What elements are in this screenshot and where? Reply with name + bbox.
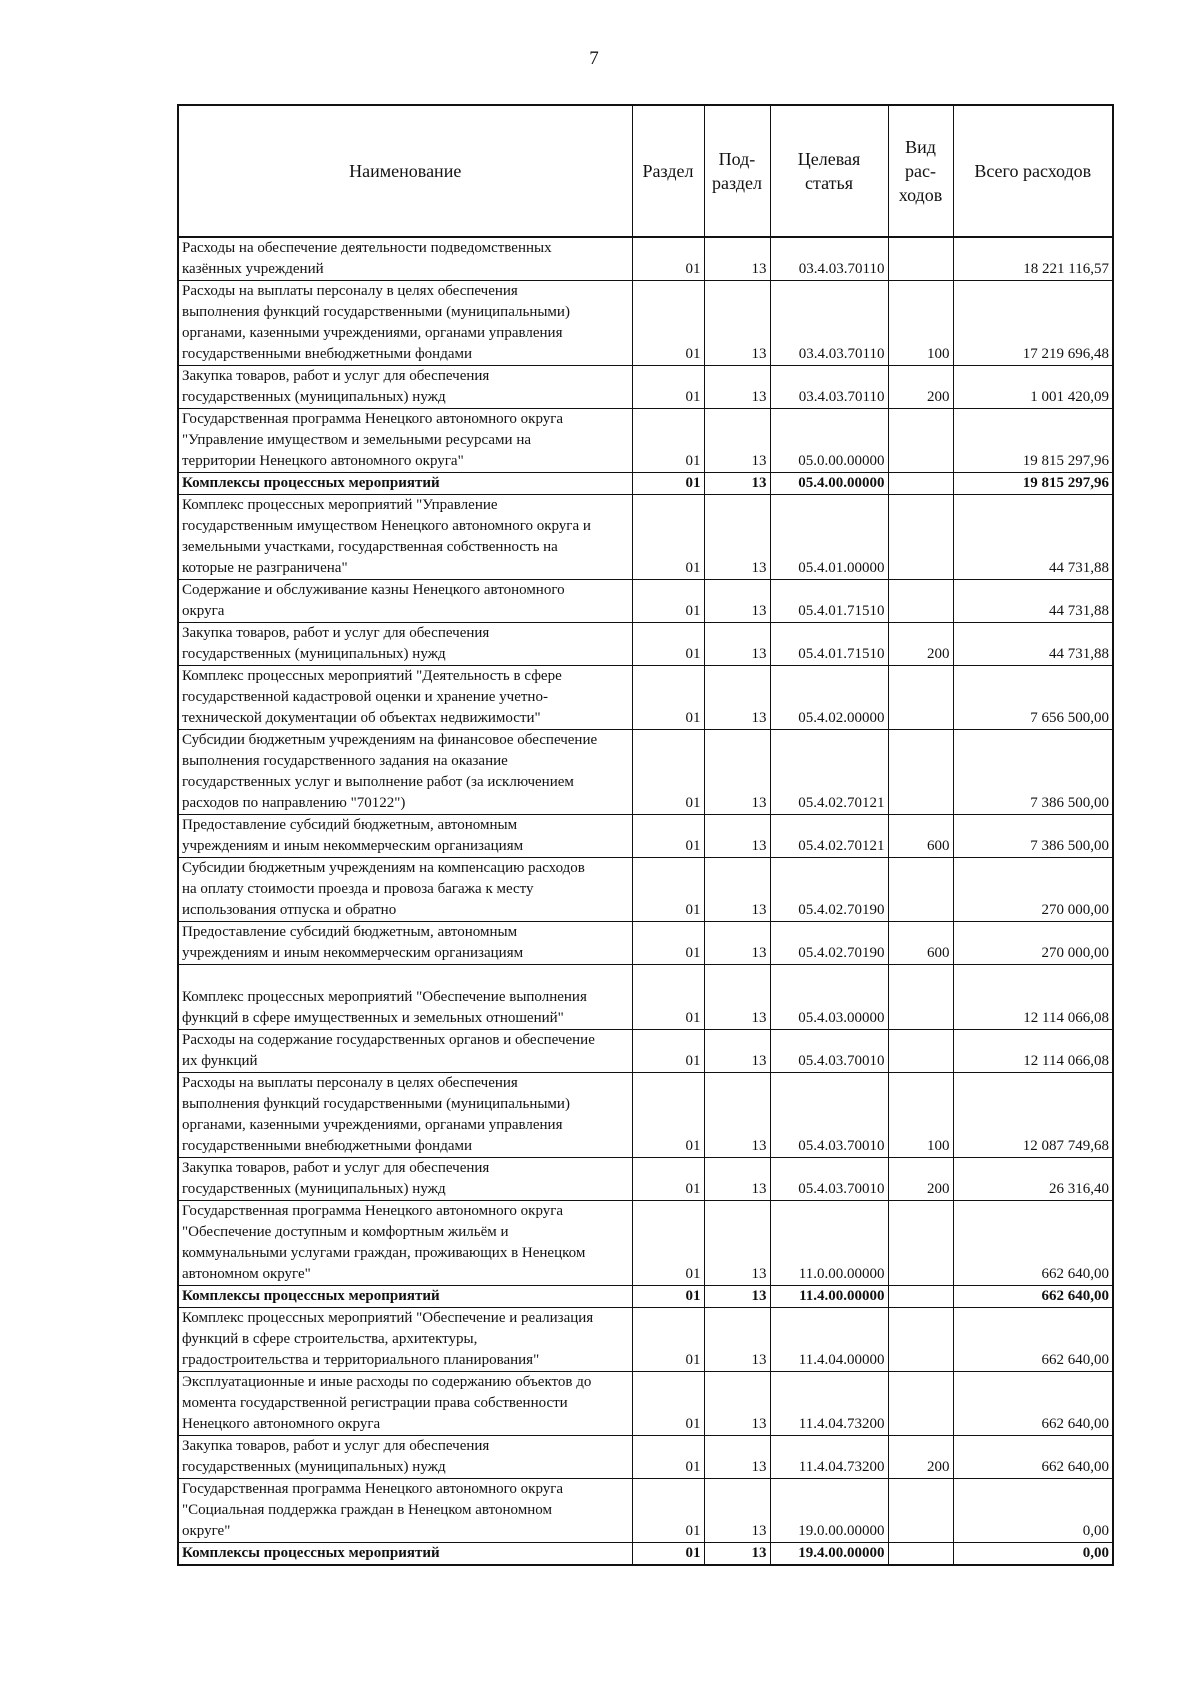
table-header bbox=[178, 105, 1113, 237]
cell-vid: 200 bbox=[888, 1158, 953, 1201]
cell-name: Расходы на выплаты персоналу в целях обеспечения выполнения функций государственными (муниципальными) органами, казенными учреждениями, органами управления государственными внебюджетными фондами bbox=[178, 281, 632, 366]
cell-target: 05.4.01.71510 bbox=[770, 623, 888, 666]
cell-razdel: 01 bbox=[632, 1372, 704, 1436]
cell-name: Предоставление субсидий бюджетным, автономным учреждениям и иным некоммерческим организациям bbox=[178, 922, 632, 965]
cell-name: Субсидии бюджетным учреждениям на финансовое обеспечение выполнения государственного задания на оказание государственных услуг и выполнение работ (за исключением расходов по направлению "70122") bbox=[178, 730, 632, 815]
cell-total: 1 001 420,09 bbox=[953, 366, 1113, 409]
cell-name: Закупка товаров, работ и услуг для обеспечения государственных (муниципальных) нужд bbox=[178, 623, 632, 666]
cell-name: Комплексы процессных мероприятий bbox=[178, 473, 632, 495]
table-row bbox=[178, 1543, 1113, 1566]
cell-razdel: 01 bbox=[632, 1543, 704, 1566]
cell-podrazdel: 13 bbox=[704, 1201, 770, 1286]
cell-name: Расходы на выплаты персоналу в целях обеспечения выполнения функций государственными (муниципальными) органами, казенными учреждениями, органами управления государственными внебюджетными фондами bbox=[178, 1073, 632, 1158]
table-body bbox=[178, 237, 1113, 1565]
cell-total: 44 731,88 bbox=[953, 623, 1113, 666]
cell-target: 05.4.01.00000 bbox=[770, 495, 888, 580]
header-row bbox=[178, 105, 1113, 237]
cell-total: 662 640,00 bbox=[953, 1308, 1113, 1372]
cell-name: Закупка товаров, работ и услуг для обеспечения государственных (муниципальных) нужд bbox=[178, 1436, 632, 1479]
cell-vid bbox=[888, 580, 953, 623]
cell-podrazdel: 13 bbox=[704, 237, 770, 281]
budget-table bbox=[177, 104, 1114, 1566]
cell-target: 05.4.02.70121 bbox=[770, 815, 888, 858]
cell-target: 03.4.03.70110 bbox=[770, 366, 888, 409]
cell-podrazdel: 13 bbox=[704, 409, 770, 473]
cell-name: Государственная программа Ненецкого автономного округа "Управление имуществом и земельными ресурсами на территории Ненецкого автономного округа" bbox=[178, 409, 632, 473]
cell-vid: 100 bbox=[888, 1073, 953, 1158]
table-row bbox=[178, 1286, 1113, 1308]
cell-total: 270 000,00 bbox=[953, 922, 1113, 965]
cell-vid: 100 bbox=[888, 281, 953, 366]
cell-target: 05.4.03.70010 bbox=[770, 1030, 888, 1073]
cell-razdel: 01 bbox=[632, 815, 704, 858]
cell-vid bbox=[888, 1308, 953, 1372]
cell-name: Государственная программа Ненецкого автономного округа "Обеспечение доступным и комфортным жильём и коммунальными услугами граждан, проживающих в Ненецком автономном округе" bbox=[178, 1201, 632, 1286]
table-row bbox=[178, 409, 1113, 473]
cell-razdel: 01 bbox=[632, 580, 704, 623]
cell-target: 11.4.00.00000 bbox=[770, 1286, 888, 1308]
cell-podrazdel: 13 bbox=[704, 1030, 770, 1073]
cell-total: 18 221 116,57 bbox=[953, 237, 1113, 281]
cell-total: 662 640,00 bbox=[953, 1372, 1113, 1436]
cell-razdel: 01 bbox=[632, 730, 704, 815]
cell-razdel: 01 bbox=[632, 623, 704, 666]
table-row bbox=[178, 730, 1113, 815]
table-row bbox=[178, 1479, 1113, 1543]
cell-razdel: 01 bbox=[632, 1030, 704, 1073]
cell-podrazdel: 13 bbox=[704, 623, 770, 666]
cell-name: Комплексы процессных мероприятий bbox=[178, 1286, 632, 1308]
header-vid: Вид рас- ходов bbox=[888, 105, 953, 237]
cell-razdel: 01 bbox=[632, 666, 704, 730]
cell-vid: 200 bbox=[888, 366, 953, 409]
cell-total: 12 114 066,08 bbox=[953, 1030, 1113, 1073]
cell-name: Расходы на содержание государственных органов и обеспечение их функций bbox=[178, 1030, 632, 1073]
table-row bbox=[178, 1030, 1113, 1073]
cell-vid bbox=[888, 858, 953, 922]
cell-podrazdel: 13 bbox=[704, 495, 770, 580]
cell-podrazdel: 13 bbox=[704, 1158, 770, 1201]
cell-total: 0,00 bbox=[953, 1543, 1113, 1566]
table-row bbox=[178, 580, 1113, 623]
cell-podrazdel: 13 bbox=[704, 858, 770, 922]
table-row bbox=[178, 473, 1113, 495]
cell-target: 11.0.00.00000 bbox=[770, 1201, 888, 1286]
cell-podrazdel: 13 bbox=[704, 730, 770, 815]
cell-total: 26 316,40 bbox=[953, 1158, 1113, 1201]
cell-target: 19.4.00.00000 bbox=[770, 1543, 888, 1566]
cell-razdel: 01 bbox=[632, 1158, 704, 1201]
cell-razdel: 01 bbox=[632, 366, 704, 409]
cell-podrazdel: 13 bbox=[704, 1479, 770, 1543]
cell-total: 7 656 500,00 bbox=[953, 666, 1113, 730]
cell-target: 05.4.02.70190 bbox=[770, 922, 888, 965]
cell-podrazdel: 13 bbox=[704, 473, 770, 495]
cell-podrazdel: 13 bbox=[704, 1372, 770, 1436]
header-podrazdel: Под- раздел bbox=[704, 105, 770, 237]
cell-podrazdel: 13 bbox=[704, 281, 770, 366]
cell-podrazdel: 13 bbox=[704, 1286, 770, 1308]
header-target: Целевая статья bbox=[770, 105, 888, 237]
cell-name: Комплекс процессных мероприятий "Обеспечение выполнения функций в сфере имущественных и земельных отношений" bbox=[178, 965, 632, 1030]
cell-target: 03.4.03.70110 bbox=[770, 281, 888, 366]
table-row bbox=[178, 1372, 1113, 1436]
cell-podrazdel: 13 bbox=[704, 1073, 770, 1158]
cell-razdel: 01 bbox=[632, 1479, 704, 1543]
cell-name: Расходы на обеспечение деятельности подведомственных казённых учреждений bbox=[178, 237, 632, 281]
page-number: 7 bbox=[589, 48, 599, 69]
cell-podrazdel: 13 bbox=[704, 666, 770, 730]
cell-vid bbox=[888, 1286, 953, 1308]
cell-name: Закупка товаров, работ и услуг для обеспечения государственных (муниципальных) нужд bbox=[178, 1158, 632, 1201]
cell-razdel: 01 bbox=[632, 237, 704, 281]
cell-vid bbox=[888, 666, 953, 730]
cell-target: 05.4.03.70010 bbox=[770, 1073, 888, 1158]
cell-vid bbox=[888, 1201, 953, 1286]
table-row bbox=[178, 858, 1113, 922]
cell-target: 03.4.03.70110 bbox=[770, 237, 888, 281]
table-row bbox=[178, 366, 1113, 409]
cell-razdel: 01 bbox=[632, 1201, 704, 1286]
cell-podrazdel: 13 bbox=[704, 366, 770, 409]
cell-razdel: 01 bbox=[632, 1436, 704, 1479]
table-row bbox=[178, 666, 1113, 730]
cell-target: 11.4.04.73200 bbox=[770, 1436, 888, 1479]
cell-total: 44 731,88 bbox=[953, 495, 1113, 580]
cell-podrazdel: 13 bbox=[704, 580, 770, 623]
cell-total: 0,00 bbox=[953, 1479, 1113, 1543]
cell-vid bbox=[888, 965, 953, 1030]
cell-total: 44 731,88 bbox=[953, 580, 1113, 623]
cell-podrazdel: 13 bbox=[704, 965, 770, 1030]
cell-razdel: 01 bbox=[632, 495, 704, 580]
cell-razdel: 01 bbox=[632, 1073, 704, 1158]
cell-target: 19.0.00.00000 bbox=[770, 1479, 888, 1543]
table-row bbox=[178, 1158, 1113, 1201]
cell-name: Комплекс процессных мероприятий "Управление государственным имуществом Ненецкого автономного округа и земельными участками, государственная собственность на которые не разграничена" bbox=[178, 495, 632, 580]
cell-total: 19 815 297,96 bbox=[953, 473, 1113, 495]
cell-target: 05.4.00.00000 bbox=[770, 473, 888, 495]
cell-vid bbox=[888, 1030, 953, 1073]
cell-name: Государственная программа Ненецкого автономного округа "Социальная поддержка граждан в Ненецком автономном округе" bbox=[178, 1479, 632, 1543]
cell-vid: 200 bbox=[888, 623, 953, 666]
cell-vid bbox=[888, 1543, 953, 1566]
cell-vid bbox=[888, 730, 953, 815]
cell-name: Закупка товаров, работ и услуг для обеспечения государственных (муниципальных) нужд bbox=[178, 366, 632, 409]
cell-name: Содержание и обслуживание казны Ненецкого автономного округа bbox=[178, 580, 632, 623]
header-razdel: Раздел bbox=[632, 105, 704, 237]
cell-vid bbox=[888, 1479, 953, 1543]
cell-target: 11.4.04.73200 bbox=[770, 1372, 888, 1436]
table-row bbox=[178, 237, 1113, 281]
cell-podrazdel: 13 bbox=[704, 922, 770, 965]
table-row bbox=[178, 815, 1113, 858]
cell-podrazdel: 13 bbox=[704, 815, 770, 858]
cell-razdel: 01 bbox=[632, 473, 704, 495]
cell-name: Комплекс процессных мероприятий "Деятельность в сфере государственной кадастровой оценки и хранение учетно- технической документации об объектах недвижимости" bbox=[178, 666, 632, 730]
table-row bbox=[178, 281, 1113, 366]
cell-name: Комплекс процессных мероприятий "Обеспечение и реализация функций в сфере строительства, архитектуры, градостроительства и территориального планирования" bbox=[178, 1308, 632, 1372]
cell-razdel: 01 bbox=[632, 858, 704, 922]
cell-razdel: 01 bbox=[632, 281, 704, 366]
cell-total: 12 087 749,68 bbox=[953, 1073, 1113, 1158]
cell-vid bbox=[888, 1372, 953, 1436]
cell-name: Субсидии бюджетным учреждениям на компенсацию расходов на оплату стоимости проезда и провоза багажа к месту использования отпуска и обратно bbox=[178, 858, 632, 922]
cell-podrazdel: 13 bbox=[704, 1543, 770, 1566]
cell-target: 05.4.03.70010 bbox=[770, 1158, 888, 1201]
cell-target: 05.4.02.70121 bbox=[770, 730, 888, 815]
cell-vid bbox=[888, 237, 953, 281]
table-row bbox=[178, 1073, 1113, 1158]
table-row bbox=[178, 495, 1113, 580]
cell-razdel: 01 bbox=[632, 965, 704, 1030]
cell-target: 11.4.04.00000 bbox=[770, 1308, 888, 1372]
cell-vid: 600 bbox=[888, 815, 953, 858]
cell-podrazdel: 13 bbox=[704, 1308, 770, 1372]
cell-name: Эксплуатационные и иные расходы по содержанию объектов до момента государственной регистрации права собственности Ненецкого автономного округа bbox=[178, 1372, 632, 1436]
table-row bbox=[178, 965, 1113, 1030]
cell-vid: 200 bbox=[888, 1436, 953, 1479]
cell-total: 662 640,00 bbox=[953, 1436, 1113, 1479]
cell-total: 17 219 696,48 bbox=[953, 281, 1113, 366]
cell-total: 7 386 500,00 bbox=[953, 730, 1113, 815]
cell-target: 05.4.03.00000 bbox=[770, 965, 888, 1030]
cell-total: 270 000,00 bbox=[953, 858, 1113, 922]
cell-vid bbox=[888, 495, 953, 580]
table-row bbox=[178, 1308, 1113, 1372]
cell-name: Комплексы процессных мероприятий bbox=[178, 1543, 632, 1566]
cell-vid: 600 bbox=[888, 922, 953, 965]
table-row bbox=[178, 1201, 1113, 1286]
cell-name: Предоставление субсидий бюджетным, автономным учреждениям и иным некоммерческим организациям bbox=[178, 815, 632, 858]
cell-total: 662 640,00 bbox=[953, 1201, 1113, 1286]
cell-razdel: 01 bbox=[632, 409, 704, 473]
cell-total: 7 386 500,00 bbox=[953, 815, 1113, 858]
cell-razdel: 01 bbox=[632, 1308, 704, 1372]
table-row bbox=[178, 922, 1113, 965]
table-row bbox=[178, 623, 1113, 666]
header-total: Всего расходов bbox=[953, 105, 1113, 237]
cell-vid bbox=[888, 473, 953, 495]
cell-vid bbox=[888, 409, 953, 473]
cell-target: 05.0.00.00000 bbox=[770, 409, 888, 473]
cell-razdel: 01 bbox=[632, 922, 704, 965]
cell-total: 662 640,00 bbox=[953, 1286, 1113, 1308]
table-row bbox=[178, 1436, 1113, 1479]
cell-target: 05.4.01.71510 bbox=[770, 580, 888, 623]
cell-target: 05.4.02.00000 bbox=[770, 666, 888, 730]
header-name: Наименование bbox=[178, 105, 632, 237]
cell-razdel: 01 bbox=[632, 1286, 704, 1308]
cell-podrazdel: 13 bbox=[704, 1436, 770, 1479]
cell-total: 19 815 297,96 bbox=[953, 409, 1113, 473]
cell-target: 05.4.02.70190 bbox=[770, 858, 888, 922]
cell-total: 12 114 066,08 bbox=[953, 965, 1113, 1030]
